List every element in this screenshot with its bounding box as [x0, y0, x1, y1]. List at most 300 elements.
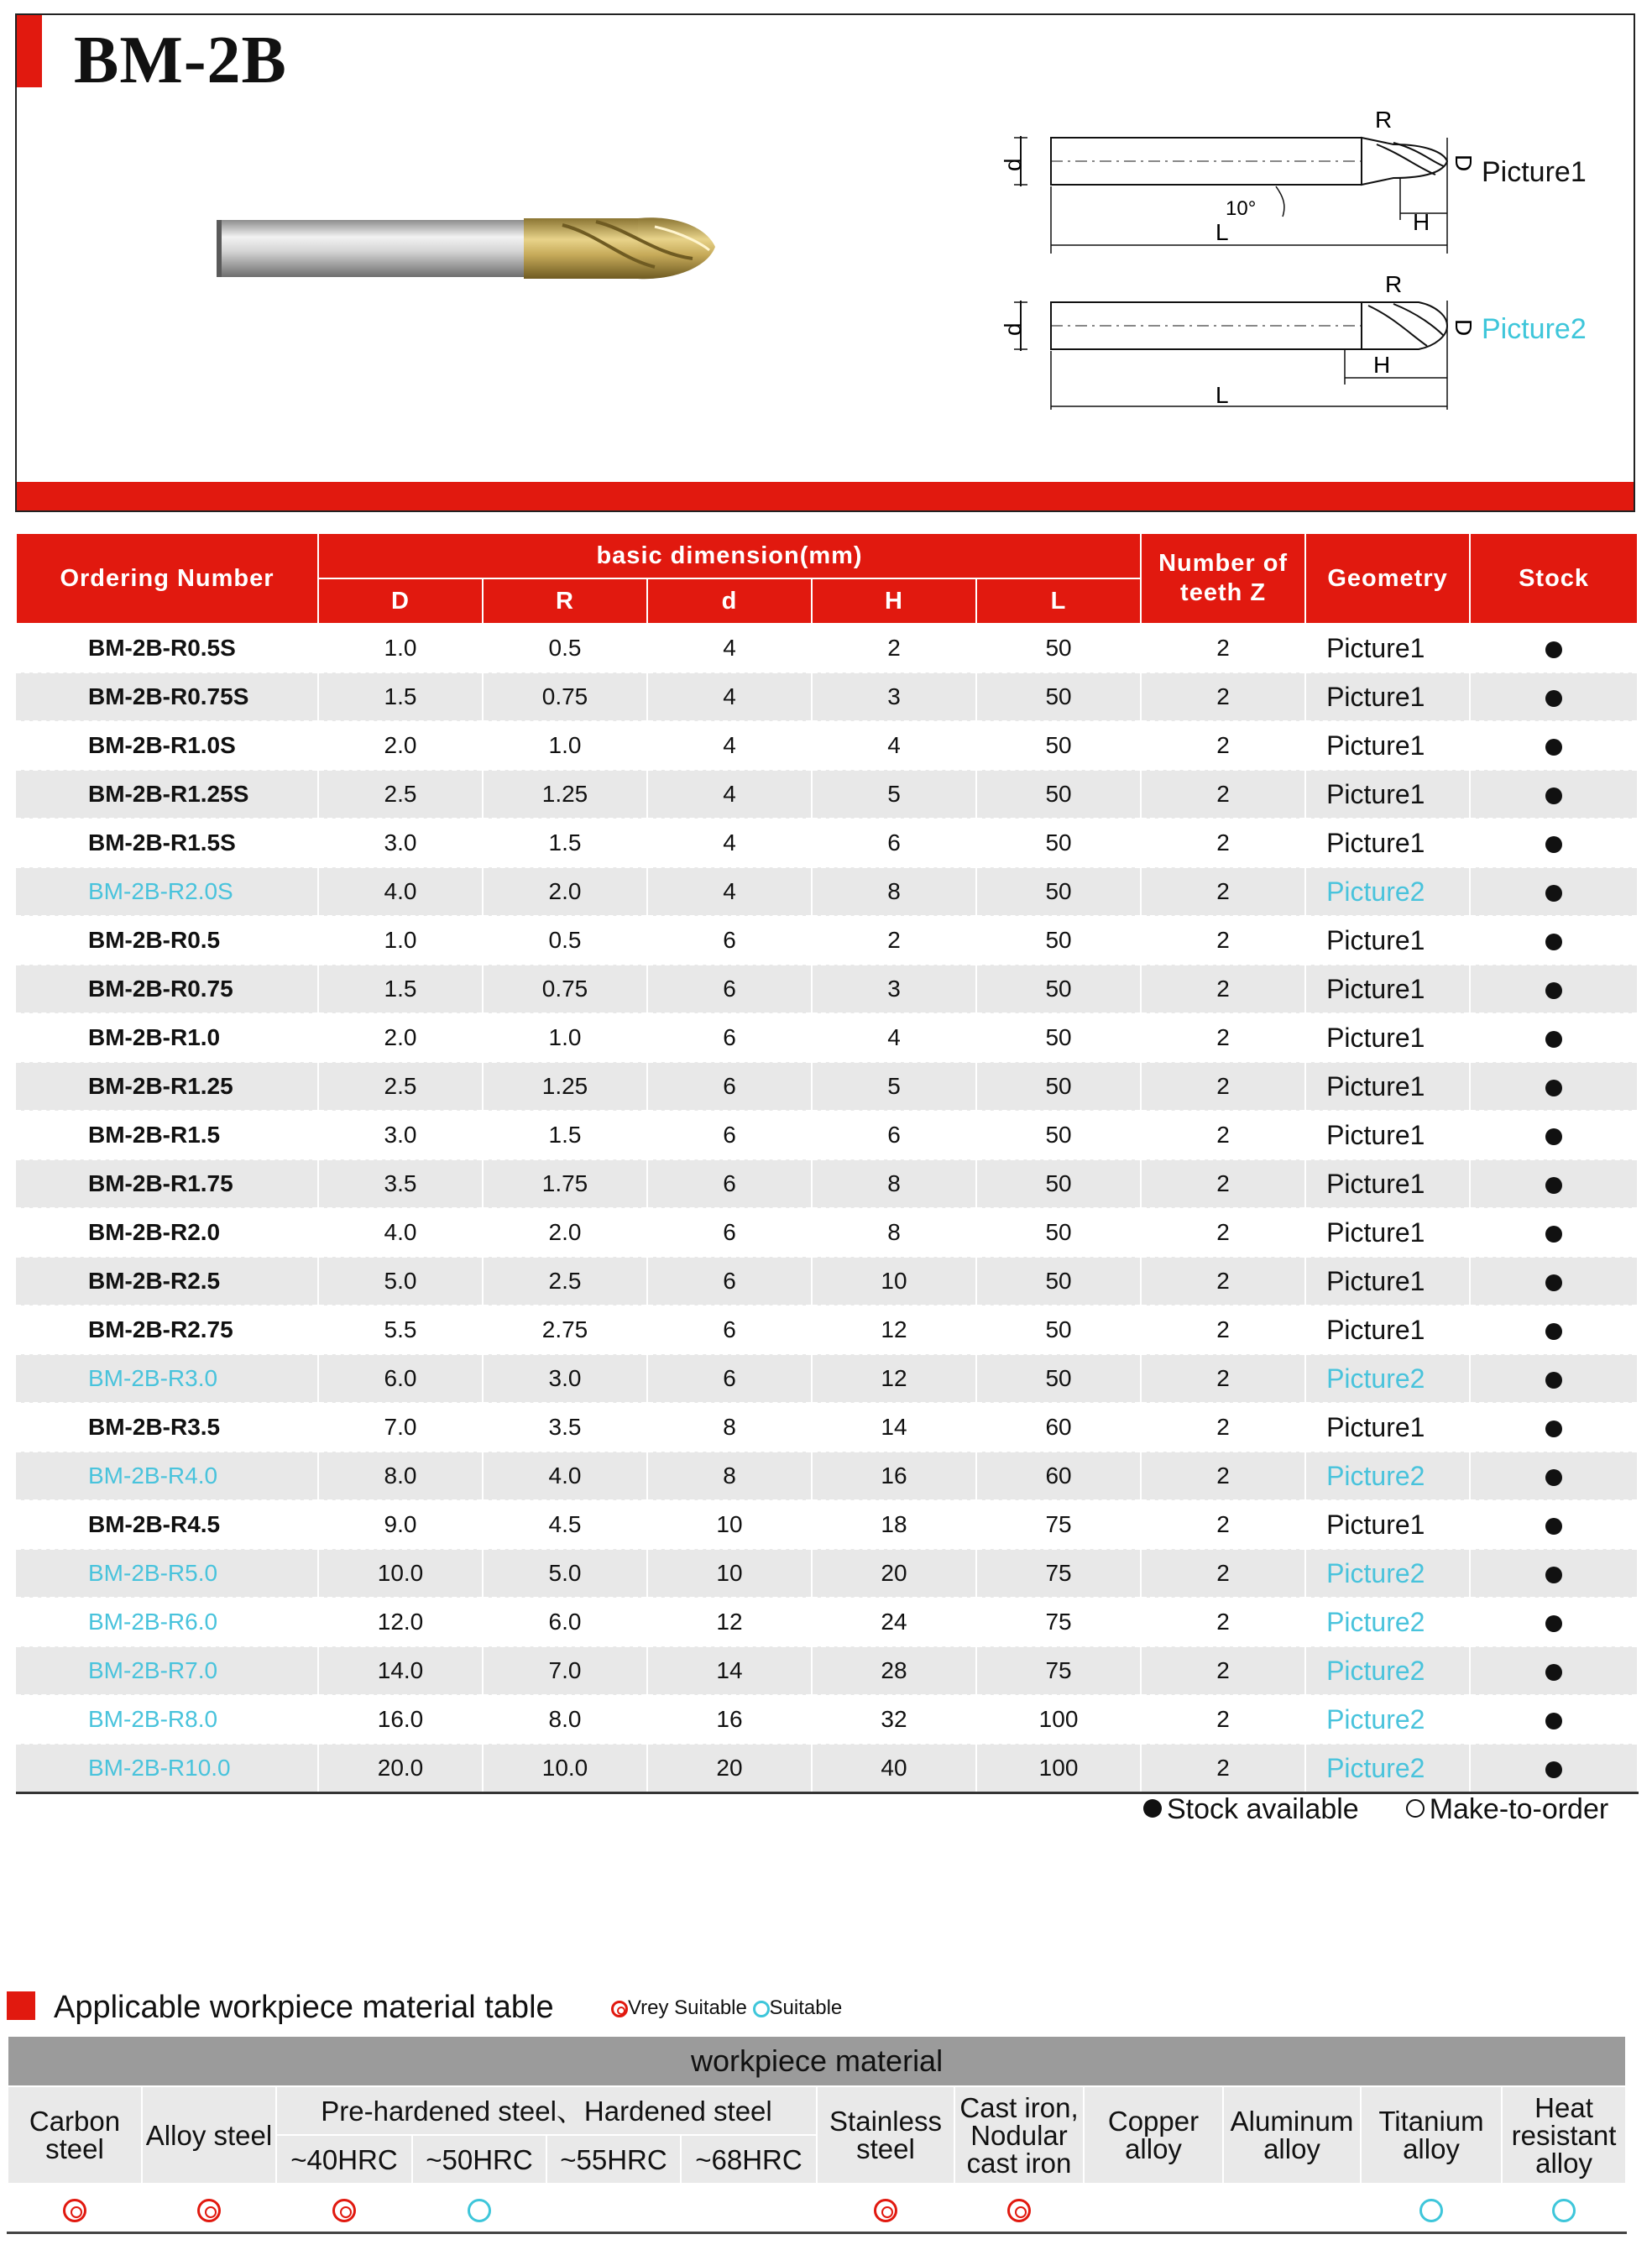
table-row	[16, 819, 1638, 867]
dimension-H-cell: 28	[812, 1646, 976, 1695]
stock-cell	[1470, 1695, 1638, 1744]
geometry-cell: Picture1	[1305, 965, 1470, 1013]
stock-cell	[1470, 1403, 1638, 1452]
teeth-cell: 2	[1141, 1208, 1305, 1257]
stock-cell	[1470, 1500, 1638, 1549]
table-row	[16, 1452, 1638, 1500]
dimension-H-cell: 10	[812, 1257, 976, 1306]
very-suitable-icon	[874, 2199, 897, 2222]
dimension-d-cell: 4	[647, 819, 812, 867]
teeth-cell: 2	[1141, 672, 1305, 721]
header-geometry: Geometry	[1305, 533, 1470, 624]
dimension-D-cell: 7.0	[318, 1403, 483, 1452]
dimension-H-cell: 40	[812, 1744, 976, 1793]
dimension-L-cell: 50	[976, 1208, 1141, 1257]
stock-cell	[1470, 1549, 1638, 1598]
page-title: BM-2B	[74, 24, 287, 97]
dimension-d-cell: 6	[647, 1257, 812, 1306]
dimension-d-cell: 6	[647, 1354, 812, 1403]
dim-d-label: d	[1000, 158, 1026, 171]
dimension-L-cell: 50	[976, 819, 1141, 867]
stock-available-dot-icon	[1545, 739, 1562, 756]
table-row	[16, 1257, 1638, 1306]
stock-available-dot-icon	[1545, 1177, 1562, 1194]
material-55hrc: ~55HRC	[546, 2135, 681, 2184]
suitability-cell	[8, 2184, 142, 2233]
dimension-L-cell: 50	[976, 867, 1141, 916]
stock-cell	[1470, 1452, 1638, 1500]
ordering-number-cell: BM-2B-R4.0	[16, 1452, 318, 1500]
dimension-d-cell: 8	[647, 1403, 812, 1452]
header-L: L	[976, 578, 1141, 624]
stock-available-dot-icon	[1545, 1274, 1562, 1291]
dim-L-label: L	[1215, 219, 1229, 245]
teeth-cell: 2	[1141, 916, 1305, 965]
stock-available-dot-icon	[1545, 1469, 1562, 1486]
geometry-cell: Picture1	[1305, 770, 1470, 819]
stock-cell	[1470, 965, 1638, 1013]
product-header-box	[15, 13, 1635, 512]
geometry-cell: Picture1	[1305, 624, 1470, 672]
ordering-number-cell: BM-2B-R2.0S	[16, 867, 318, 916]
dimension-H-cell: 2	[812, 624, 976, 672]
dimension-L-cell: 75	[976, 1500, 1141, 1549]
header-H: H	[812, 578, 976, 624]
dimension-H-cell: 3	[812, 965, 976, 1013]
dimension-R-cell: 0.5	[483, 916, 647, 965]
dimension-d-cell: 4	[647, 672, 812, 721]
teeth-cell: 2	[1141, 1306, 1305, 1354]
ordering-number-cell: BM-2B-R0.5	[16, 916, 318, 965]
stock-available-dot-icon	[1545, 1323, 1562, 1340]
teeth-cell: 2	[1141, 819, 1305, 867]
dimension-d-cell: 12	[647, 1598, 812, 1646]
dimension-R-cell: 2.0	[483, 1208, 647, 1257]
suitability-cell	[276, 2184, 412, 2233]
ordering-number-cell: BM-2B-R0.5S	[16, 624, 318, 672]
stock-cell	[1470, 1598, 1638, 1646]
suitable-icon	[753, 2001, 770, 2017]
ordering-number-cell: BM-2B-R0.75	[16, 965, 318, 1013]
ordering-number-cell: BM-2B-R1.25	[16, 1062, 318, 1111]
ordering-number-cell: BM-2B-R0.75S	[16, 672, 318, 721]
material-suitability-legend	[611, 1996, 842, 2020]
geometry-cell: Picture1	[1305, 1013, 1470, 1062]
stock-available-dot-icon	[1545, 836, 1562, 853]
table-row	[16, 1354, 1638, 1403]
stock-available-dot-icon	[1143, 1799, 1162, 1818]
dimension-D-cell: 2.5	[318, 770, 483, 819]
dimension-R-cell: 6.0	[483, 1598, 647, 1646]
geometry-cell: Picture1	[1305, 1306, 1470, 1354]
suitable-icon	[1552, 2199, 1576, 2222]
very-suitable-icon	[197, 2199, 221, 2222]
stock-cell	[1470, 1646, 1638, 1695]
table-row	[16, 1549, 1638, 1598]
dimension-D-cell: 3.0	[318, 819, 483, 867]
suitability-cell	[142, 2184, 276, 2233]
header-D: D	[318, 578, 483, 624]
table-row	[16, 721, 1638, 770]
geometry-cell: Picture2	[1305, 1695, 1470, 1744]
teeth-cell: 2	[1141, 1744, 1305, 1793]
dimension-H-cell: 5	[812, 1062, 976, 1111]
suitability-cell	[1502, 2184, 1626, 2233]
stock-available-dot-icon	[1545, 1713, 1562, 1729]
dimension-H-cell: 4	[812, 1013, 976, 1062]
table-row	[16, 1403, 1638, 1452]
suitability-cell	[954, 2184, 1084, 2233]
ordering-number-cell: BM-2B-R1.75	[16, 1159, 318, 1208]
dimension-d-cell: 14	[647, 1646, 812, 1695]
dimension-d-cell: 4	[647, 867, 812, 916]
table-row	[16, 916, 1638, 965]
specification-table-body	[16, 624, 1638, 1793]
suitable-icon	[468, 2199, 491, 2222]
dim-D-label: D	[1451, 154, 1477, 172]
dimension-d-cell: 10	[647, 1549, 812, 1598]
table-row	[16, 1744, 1638, 1793]
stock-available-dot-icon	[1545, 1567, 1562, 1583]
dimension-D-cell: 4.0	[318, 867, 483, 916]
dimension-D-cell: 2.5	[318, 1062, 483, 1111]
teeth-cell: 2	[1141, 1549, 1305, 1598]
geometry-cell: Picture1	[1305, 1208, 1470, 1257]
stock-cell	[1470, 1159, 1638, 1208]
teeth-cell: 2	[1141, 1062, 1305, 1111]
very-suitable-icon	[332, 2199, 356, 2222]
dimension-d-cell: 6	[647, 1062, 812, 1111]
angle-label: 10°	[1226, 197, 1257, 220]
very-suitable-label: Vrey Suitable	[628, 1996, 747, 2019]
dimension-D-cell: 4.0	[318, 1208, 483, 1257]
stock-cell	[1470, 770, 1638, 819]
geometry-cell: Picture2	[1305, 1646, 1470, 1695]
teeth-cell: 2	[1141, 965, 1305, 1013]
dimension-L-cell: 50	[976, 672, 1141, 721]
table-row	[16, 1208, 1638, 1257]
geometry-cell: Picture1	[1305, 672, 1470, 721]
ordering-number-cell: BM-2B-R2.75	[16, 1306, 318, 1354]
teeth-cell: 2	[1141, 1598, 1305, 1646]
dimension-H-cell: 6	[812, 1111, 976, 1159]
ordering-number-cell: BM-2B-R2.0	[16, 1208, 318, 1257]
dimension-d-cell: 6	[647, 1013, 812, 1062]
dimension-R-cell: 1.0	[483, 1013, 647, 1062]
dimension-d-cell: 20	[647, 1744, 812, 1793]
table-row	[16, 1306, 1638, 1354]
suitability-cell	[546, 2184, 681, 2233]
dim-H-label: H	[1373, 352, 1391, 378]
stock-cell	[1470, 1744, 1638, 1793]
teeth-cell: 2	[1141, 867, 1305, 916]
stock-cell	[1470, 1208, 1638, 1257]
dimension-d-cell: 16	[647, 1695, 812, 1744]
dimension-L-cell: 50	[976, 1257, 1141, 1306]
stock-cell	[1470, 819, 1638, 867]
dimension-R-cell: 1.75	[483, 1159, 647, 1208]
dimension-R-cell: 5.0	[483, 1549, 647, 1598]
table-row	[16, 965, 1638, 1013]
dimension-D-cell: 9.0	[318, 1500, 483, 1549]
teeth-cell: 2	[1141, 1257, 1305, 1306]
dimension-R-cell: 0.75	[483, 965, 647, 1013]
stock-cell	[1470, 672, 1638, 721]
material-suitability-row	[8, 2184, 1626, 2233]
dimension-D-cell: 3.5	[318, 1159, 483, 1208]
material-hardened-group: Pre-hardened steel、Hardened steel	[276, 2086, 817, 2135]
table-row	[16, 770, 1638, 819]
header-stock: Stock	[1470, 533, 1638, 624]
dimension-D-cell: 16.0	[318, 1695, 483, 1744]
geometry-cell: Picture2	[1305, 867, 1470, 916]
stock-available-dot-icon	[1545, 788, 1562, 804]
dimension-H-cell: 8	[812, 867, 976, 916]
technical-drawing-picture1	[999, 107, 1477, 262]
teeth-cell: 2	[1141, 1452, 1305, 1500]
dimension-H-cell: 3	[812, 672, 976, 721]
very-suitable-icon	[1007, 2199, 1031, 2222]
material-aluminum-alloy: Aluminum alloy	[1223, 2086, 1361, 2184]
dimension-L-cell: 50	[976, 624, 1141, 672]
dim-D-label: D	[1451, 319, 1477, 337]
geometry-cell: Picture2	[1305, 1452, 1470, 1500]
dimension-d-cell: 6	[647, 1159, 812, 1208]
stock-available-dot-icon	[1545, 690, 1562, 707]
dimension-R-cell: 2.0	[483, 867, 647, 916]
dimension-R-cell: 7.0	[483, 1646, 647, 1695]
picture2-label: Picture2	[1482, 313, 1587, 345]
dimension-d-cell: 4	[647, 770, 812, 819]
dimension-R-cell: 2.75	[483, 1306, 647, 1354]
make-to-order-ring-icon	[1406, 1799, 1425, 1818]
table-row	[16, 1062, 1638, 1111]
ordering-number-cell: BM-2B-R10.0	[16, 1744, 318, 1793]
dimension-H-cell: 8	[812, 1208, 976, 1257]
dimension-L-cell: 50	[976, 721, 1141, 770]
dimension-L-cell: 50	[976, 1354, 1141, 1403]
dimension-D-cell: 5.0	[318, 1257, 483, 1306]
dimension-D-cell: 12.0	[318, 1598, 483, 1646]
suitability-cell	[1223, 2184, 1361, 2233]
geometry-cell: Picture2	[1305, 1549, 1470, 1598]
dim-H-label: H	[1413, 209, 1430, 235]
dimension-L-cell: 50	[976, 965, 1141, 1013]
dimension-d-cell: 6	[647, 1208, 812, 1257]
dimension-H-cell: 8	[812, 1159, 976, 1208]
material-heat-resistant-alloy: Heat resistant alloy	[1502, 2086, 1626, 2184]
stock-available-dot-icon	[1545, 1518, 1562, 1535]
dimension-D-cell: 20.0	[318, 1744, 483, 1793]
dimension-H-cell: 24	[812, 1598, 976, 1646]
dimension-R-cell: 3.5	[483, 1403, 647, 1452]
stock-cell	[1470, 867, 1638, 916]
stock-available-dot-icon	[1545, 641, 1562, 658]
teeth-cell: 2	[1141, 1403, 1305, 1452]
workpiece-material-table	[7, 2035, 1627, 2234]
material-section-title	[7, 1990, 554, 2026]
dimension-L-cell: 50	[976, 1159, 1141, 1208]
teeth-cell: 2	[1141, 721, 1305, 770]
section-title-square-icon	[7, 1991, 35, 2020]
dimension-H-cell: 32	[812, 1695, 976, 1744]
dimension-R-cell: 1.5	[483, 819, 647, 867]
material-alloy-steel: Alloy steel	[142, 2086, 276, 2184]
suitability-cell	[412, 2184, 546, 2233]
dimension-R-cell: 1.25	[483, 770, 647, 819]
stock-cell	[1470, 916, 1638, 965]
ordering-number-cell: BM-2B-R2.5	[16, 1257, 318, 1306]
dimension-H-cell: 12	[812, 1354, 976, 1403]
teeth-cell: 2	[1141, 1646, 1305, 1695]
dimension-D-cell: 1.0	[318, 916, 483, 965]
ordering-number-cell: BM-2B-R1.0S	[16, 721, 318, 770]
table-row	[16, 1598, 1638, 1646]
ordering-number-cell: BM-2B-R8.0	[16, 1695, 318, 1744]
dimension-L-cell: 50	[976, 1013, 1141, 1062]
dimension-L-cell: 100	[976, 1744, 1141, 1793]
stock-cell	[1470, 1111, 1638, 1159]
ordering-number-cell: BM-2B-R1.5	[16, 1111, 318, 1159]
geometry-cell: Picture1	[1305, 1159, 1470, 1208]
dimension-R-cell: 4.0	[483, 1452, 647, 1500]
material-50hrc: ~50HRC	[412, 2135, 546, 2184]
stock-available-dot-icon	[1545, 885, 1562, 902]
dimension-D-cell: 1.0	[318, 624, 483, 672]
dimension-L-cell: 50	[976, 1111, 1141, 1159]
geometry-cell: Picture1	[1305, 1500, 1470, 1549]
ordering-number-cell: BM-2B-R4.5	[16, 1500, 318, 1549]
geometry-cell: Picture2	[1305, 1598, 1470, 1646]
stock-available-dot-icon	[1545, 1128, 1562, 1145]
dimension-R-cell: 4.5	[483, 1500, 647, 1549]
dimension-d-cell: 6	[647, 916, 812, 965]
material-carbon-steel: Carbon steel	[8, 2086, 142, 2184]
dimension-D-cell: 10.0	[318, 1549, 483, 1598]
technical-drawing-picture2	[999, 267, 1477, 410]
dimension-d-cell: 10	[647, 1500, 812, 1549]
stock-available-dot-icon	[1545, 1664, 1562, 1681]
teeth-cell: 2	[1141, 1500, 1305, 1549]
specification-table	[15, 532, 1639, 1794]
dimension-D-cell: 1.5	[318, 965, 483, 1013]
geometry-cell: Picture2	[1305, 1354, 1470, 1403]
material-cast-iron: Cast iron, Nodular cast iron	[954, 2086, 1084, 2184]
suitability-cell	[1361, 2184, 1502, 2233]
dim-R-label: R	[1375, 107, 1393, 133]
dimension-H-cell: 14	[812, 1403, 976, 1452]
material-40hrc: ~40HRC	[276, 2135, 412, 2184]
header-d: d	[647, 578, 812, 624]
stock-available-dot-icon	[1545, 1031, 1562, 1048]
geometry-cell: Picture1	[1305, 1257, 1470, 1306]
suitability-cell	[817, 2184, 954, 2233]
dimension-L-cell: 50	[976, 1062, 1141, 1111]
teeth-cell: 2	[1141, 1159, 1305, 1208]
picture1-label: Picture1	[1482, 156, 1587, 188]
header-ordering-number: Ordering Number	[16, 533, 318, 624]
dimension-D-cell: 1.5	[318, 672, 483, 721]
material-stainless-steel: Stainless steel	[817, 2086, 954, 2184]
material-68hrc: ~68HRC	[681, 2135, 817, 2184]
geometry-cell: Picture1	[1305, 1111, 1470, 1159]
material-titanium-alloy: Titanium alloy	[1361, 2086, 1502, 2184]
ordering-number-cell: BM-2B-R5.0	[16, 1549, 318, 1598]
stock-cell	[1470, 1062, 1638, 1111]
dimension-R-cell: 10.0	[483, 1744, 647, 1793]
stock-available-dot-icon	[1545, 1615, 1562, 1632]
dimension-R-cell: 3.0	[483, 1354, 647, 1403]
table-row	[16, 672, 1638, 721]
dimension-L-cell: 50	[976, 916, 1141, 965]
title-accent-bar	[17, 15, 42, 87]
end-mill-product-image	[201, 208, 747, 284]
ordering-number-cell: BM-2B-R1.25S	[16, 770, 318, 819]
dimension-D-cell: 2.0	[318, 1013, 483, 1062]
dimension-d-cell: 4	[647, 624, 812, 672]
geometry-cell: Picture1	[1305, 1062, 1470, 1111]
ordering-number-cell: BM-2B-R1.5S	[16, 819, 318, 867]
stock-cell	[1470, 1306, 1638, 1354]
dimension-L-cell: 75	[976, 1646, 1141, 1695]
stock-available-dot-icon	[1545, 934, 1562, 950]
header-teeth: Number of teeth Z	[1141, 533, 1305, 624]
dimension-L-cell: 75	[976, 1598, 1141, 1646]
geometry-cell: Picture1	[1305, 916, 1470, 965]
stock-available-dot-icon	[1545, 1421, 1562, 1437]
dimension-D-cell: 8.0	[318, 1452, 483, 1500]
dimension-d-cell: 4	[647, 721, 812, 770]
teeth-cell: 2	[1141, 1695, 1305, 1744]
ordering-number-cell: BM-2B-R3.0	[16, 1354, 318, 1403]
make-to-order-label: Make-to-order	[1429, 1793, 1609, 1825]
dimension-L-cell: 75	[976, 1549, 1141, 1598]
dimension-R-cell: 1.5	[483, 1111, 647, 1159]
ordering-number-cell: BM-2B-R3.5	[16, 1403, 318, 1452]
header-bottom-bar	[17, 482, 1634, 510]
teeth-cell: 2	[1141, 1013, 1305, 1062]
table-row	[16, 1500, 1638, 1549]
dim-d-label: d	[1000, 322, 1026, 336]
material-section-title-text: Applicable workpiece material table	[54, 1990, 554, 2025]
dimension-R-cell: 0.5	[483, 624, 647, 672]
dimension-D-cell: 5.5	[318, 1306, 483, 1354]
table-row	[16, 1646, 1638, 1695]
header-basic-dimension: basic dimension(mm)	[318, 533, 1141, 578]
dimension-D-cell: 14.0	[318, 1646, 483, 1695]
suitability-cell	[681, 2184, 817, 2233]
very-suitable-icon	[611, 2001, 628, 2017]
dim-L-label: L	[1215, 382, 1229, 408]
stock-available-dot-icon	[1545, 1226, 1562, 1243]
ordering-number-cell: BM-2B-R7.0	[16, 1646, 318, 1695]
stock-legend	[1143, 1793, 1608, 1826]
stock-available-label: Stock available	[1167, 1793, 1359, 1825]
dimension-L-cell: 60	[976, 1452, 1141, 1500]
geometry-cell: Picture1	[1305, 721, 1470, 770]
table-row	[16, 1013, 1638, 1062]
geometry-cell: Picture1	[1305, 819, 1470, 867]
dimension-R-cell: 8.0	[483, 1695, 647, 1744]
dim-R-label: R	[1385, 271, 1403, 297]
teeth-cell: 2	[1141, 624, 1305, 672]
table-row	[16, 1111, 1638, 1159]
teeth-cell: 2	[1141, 770, 1305, 819]
dimension-d-cell: 6	[647, 1111, 812, 1159]
very-suitable-icon	[63, 2199, 86, 2222]
teeth-cell: 2	[1141, 1354, 1305, 1403]
dimension-L-cell: 60	[976, 1403, 1141, 1452]
